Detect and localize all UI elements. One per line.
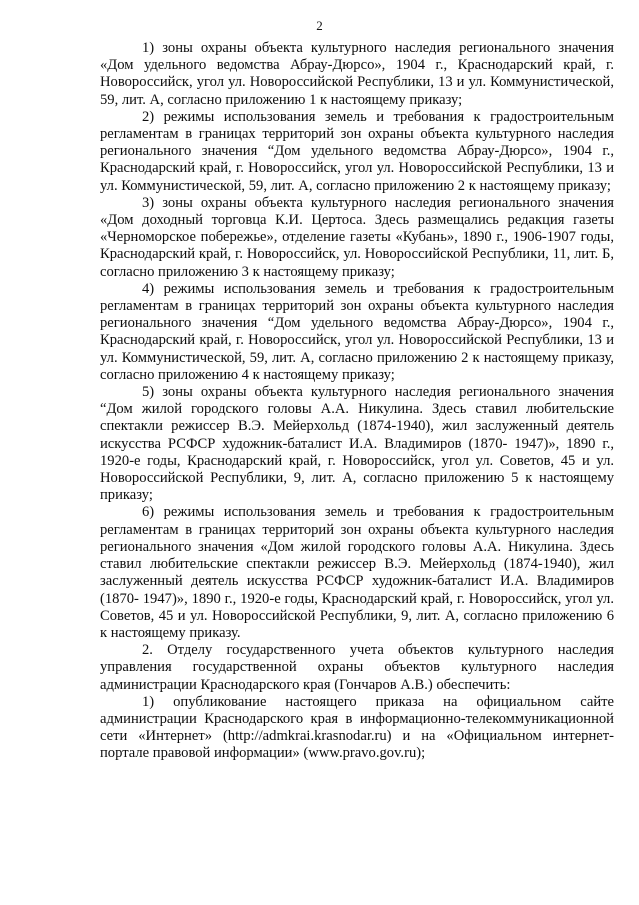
paragraph-item-4: 4) режимы использования земель и требования к градостроительным регламентам в границах территорий зон охраны объекта культурного наследия регионального значения “Дом удельного ведомства Абрау-Дюрсо», 1904 г., Краснодарский край, г. Новороссийск, угол ул. Новороссийской Республики, 13 и ул. Коммунистической, 59, лит. А, согласно приложению 2 к настоящему приказу, согласно приложению 4 к настоящему приказу; [100, 280, 614, 383]
paragraph-section-2: 2. Отделу государственного учета объектов культурного наследия управления государственной охраны объектов культурного наследия администрации Краснодарского края (Гончаров А.В.) обеспечить: [100, 642, 614, 693]
document-body [100, 40, 614, 763]
page-number: 2 [316, 18, 323, 33]
paragraph-item-3: 3) зоны охраны объекта культурного наследия регионального значения «Дом доходный торговца К.И. Цертоса. Здесь размещались редакция газеты «Черноморское побережье», отделение газеты «Кубань», 1890 г., 1906-1907 годы, Краснодарский край, г. Новороссийск, ул. Новороссийской Республики, 11, лит. Б, согласно приложению 3 к настоящему приказу; [100, 194, 614, 280]
paragraph-subitem-1: 1) опубликование настоящего приказа на официальном сайте администрации Краснодарского края в информационно-телекоммуникационной сети «Интернет» (http://admkrai.krasnodar.ru) и на «Официальном интернет-портале правовой информации» (www.pravo.gov.ru); [100, 693, 614, 762]
paragraph-item-2: 2) режимы использования земель и требования к градостроительным регламентам в границах территорий зон охраны объекта культурного наследия регионального значения “Дом удельного ведомства Абрау-Дюрсо», 1904 г., Краснодарский край, г. Новороссийск, угол ул. Новороссийской Республики, 13 и ул. Коммунистической, 59, лит. А, согласно приложению 2 к настоящему приказу; [100, 108, 614, 194]
paragraph-item-5: 5) зоны охраны объекта культурного наследия регионального значения “Дом жилой городского головы А.А. Никулина. Здесь ставил любительские спектакли режиссер В.Э. Мейерхольд (1874-1940), жил заслуженный деятель искусства РСФСР художник-баталист И.А. Владимиров (1870- 1947)», 1890 г., 1920-е годы, Краснодарский край, г. Новороссийск, угол ул. Советов, 45 и ул. Новороссийской Республики, 9, лит. А, согласно приложению 5 к настоящему приказу; [100, 384, 614, 504]
paragraph-item-1: 1) зоны охраны объекта культурного наследия регионального значения «Дом удельного ведомства Абрау-Дюрсо», 1904 г., Краснодарский край, г. Новороссийск, угол ул. Новороссийской Республики, 13 и ул. Коммунистической, 59, лит. А, согласно приложению 1 к настоящему приказу; [100, 40, 614, 108]
paragraph-item-6: 6) режимы использования земель и требования к градостроительным регламентам в границах территорий зон охраны объекта культурного наследия регионального значения «Дом жилой городского головы А.А. Никулина. Здесь ставил любительские спектакли режиссер В.Э. Мейерхольд (1874-1940), жил заслуженный деятель искусства РСФСР художник-баталист И.А. Владимиров (1870- 1947)», 1890 г., 1920-е годы, Краснодарский край, г. Новороссийск, угол ул. Советов, 45 и ул. Новороссийской Республики, 9, лит. А, согласно приложению 6 к настоящему приказу. [100, 504, 614, 641]
